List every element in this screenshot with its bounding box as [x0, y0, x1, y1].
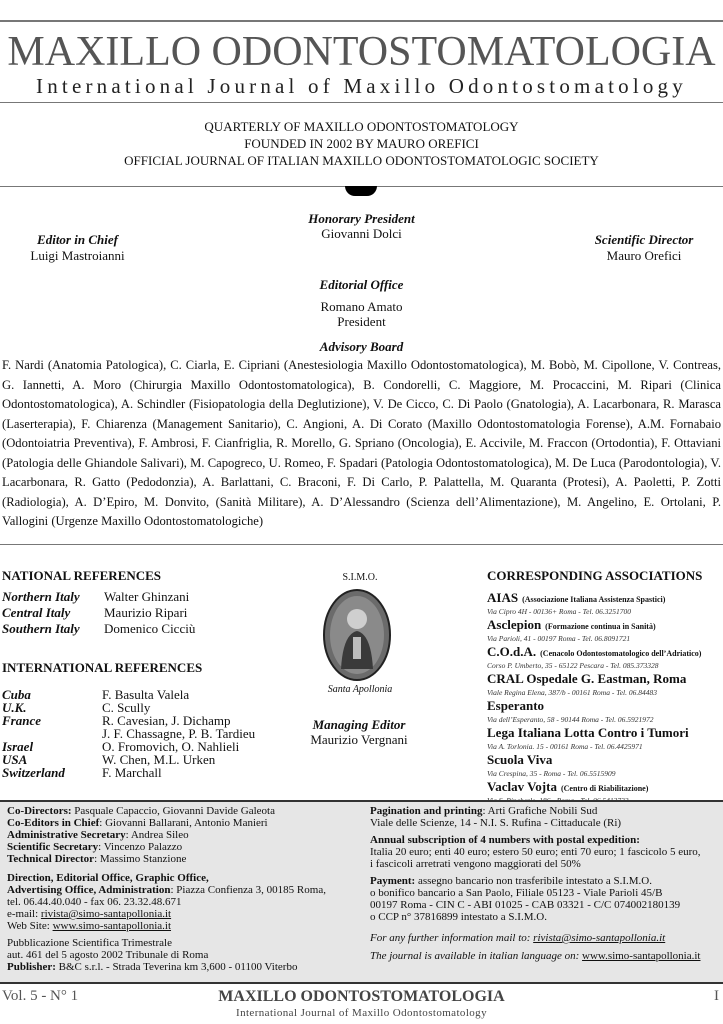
list-item: Israel O. Fromovich, O. Nahlieli [2, 739, 240, 754]
page-number: I [714, 988, 719, 1004]
international-references-heading: INTERNATIONAL REFERENCES [2, 660, 203, 675]
masthead-lines [0, 118, 723, 169]
santa-apollonia-medallion-icon [323, 589, 391, 686]
availability-line: The journal is available in italian language on: www.simo-santapollonia.it [370, 950, 701, 962]
email-link[interactable]: rivista@simo-santapollonia.it [40, 908, 172, 920]
associations-list [487, 589, 723, 805]
list-item: C.O.d.A. (Cenacolo Odontostomatologico dell’Adriatico) Corso P. Umberto, 35 - 65122 Pescara - Tel. 085.373328 [487, 644, 702, 670]
list-item: Central Italy Maurizio Ripari [2, 605, 188, 620]
honorary-president-name: Giovanni Dolci [321, 226, 402, 241]
list-item: Esperanto Via dell’Esperanto, 58 - 90144 Roma - Tel. 06.5921972 [487, 698, 654, 724]
payment-line-1: Payment: assegno bancario non trasferibile intestato a S.I.M.O. [370, 875, 652, 887]
office-website: Web Site: www.simo-santapollonia.it [7, 920, 172, 932]
subscription-prices: Italia 20 euro; enti 40 euro; estero 50 euro; enti 70 euro; 1 fascicolo 5 euro, [370, 846, 701, 858]
list-item: Northern Italy Walter Ghinzani [2, 589, 190, 604]
list-item: AIAS (Associazione Italiana Assistenza Spastici) Via Cipro 4H - 00136+ Roma - Tel. 06.3251700 [487, 590, 666, 616]
availability-website-link[interactable]: www.simo-santapollonia.it [582, 950, 701, 962]
list-item: J. F. Chassagne, P. B. Tardieu [102, 726, 256, 741]
scientific-secretary: Scientific Secretary: Vincenzo Palazzo [7, 841, 183, 853]
honorary-president-label: Honorary President [308, 211, 415, 226]
top-rule [0, 20, 723, 22]
footer-rule [0, 982, 723, 984]
editorial-office [0, 299, 723, 329]
co-directors: Co-Directors: Pasquale Capaccio, Giovanni Davide Galeota [7, 805, 275, 817]
website-link[interactable]: www.simo-santapollonia.it [52, 920, 172, 932]
payment-line-2: o bonifico bancario a San Paolo, Filiale 05123 - Viale Parioli 45/B [370, 887, 663, 899]
scientific-director-name: Mauro Orefici [606, 248, 682, 263]
journal-title: MAXILLO ODONTOSTOMATOLOGIA [7, 29, 716, 75]
editor-in-chief [0, 232, 155, 264]
list-item: Vaclav Vojta (Centro di Riabilitazione) [487, 779, 649, 794]
printing-address: Viale delle Scienze, 14 - N.I. S. Rufina - Cittaducale (Ri) [370, 817, 622, 829]
list-item: Switzerland F. Marchall [2, 765, 162, 780]
national-references-list [2, 589, 195, 637]
list-item: U.K. C. Scully [2, 700, 151, 715]
list-item: France R. Cavesian, J. Dichamp [2, 713, 231, 728]
footer-title: MAXILLO ODONTOSTOMATOLOGIA [218, 988, 505, 1005]
payment-line-3: 00197 Roma - CIN C - ABI 01025 - CAB 03321 - C/C 074002180139 [370, 899, 681, 911]
associations-heading: CORRESPONDING ASSOCIATIONS [487, 568, 703, 583]
list-item: USA W. Chen, M.L. Urken [2, 752, 216, 767]
volume-number: Vol. 5 - N° 1 [2, 988, 79, 1004]
national-references-heading: NATIONAL REFERENCES [2, 568, 162, 583]
scientific-director-label: Scientific Director [594, 232, 694, 247]
editor-in-chief-name: Luigi Mastroianni [30, 248, 125, 263]
masthead-line-3: OFFICIAL JOURNAL OF ITALIAN MAXILLO ODONTOSTOMATOLOGIC SOCIETY [124, 153, 599, 168]
editorial-office-name: Romano Amato [320, 299, 403, 314]
list-item: Lega Italiana Lotta Contro i Tumori Via A. Torlonia. 15 - 00161 Roma - Tel. 06.4425971 [487, 725, 689, 751]
medallion-caption: Santa Apollonia [327, 684, 393, 695]
advisory-board-text: F. Nardi (Anatomia Patologica), C. Ciarla, E. Cipriani (Anestesiologia Maxillo Odontostomatologica), M. Bobò, M. Cipollone, V. Contreas, G. Iannetti, A. Moro (Chirurgia Maxillo Odontostomatologica), B. Condorelli, C. Maggiore, M. Procaccini, M. Ripari (Clinica Odontostomatologica), A. Schindler (Fisiopatologia della Deglutizione), V. De Cicco, C. Di Paolo (Gnatologia), A. Lacarbonara, R. Marasca (Laserterapia), F. Chiarenza (Management Sanitario), C. Angioni, A. Di Corato (Maxillo Odontostomatologia Forense), A.M. Fornabaio (Odontoiatria Preventiva), F. Ambrosi, F. Cianfriglia, R. Morello, G. Spriano (Oncologia), E. Accivile, M. Fraccon (Ortodontia), F. Ottaviani (Patologia delle Ghiandole Salivari), M. Capogreco, U. Romeo, F. Spadari (Patologia Odontostomatologica), M. De Luca (Parodontologia), V. Lacarbonara, R. Gatto (Pedodonzia), A. Barlattani, C. Braconi, F. Di Carlo, P. Palattella, M. Quaranta (Protesi), A. Paoletti, P. Zotti (Radiologia), A. D’Epiro, M. Donvito, (Sanità Militare), A. D’Alessandro (Scienza dell’Alimentazione), M. Angelino, E. Ortolani, P. Vallogini (Urgenze Maxillo Odontostomatologiche) [2, 358, 721, 528]
list-item: CRAL Ospedale G. Eastman, Roma Viale Regina Elena, 387/b - 00161 Roma - Tel. 06.84483 [487, 671, 687, 697]
journal-subtitle: International Journal of Maxillo Odontostomatology [36, 74, 687, 98]
technical-director: Technical Director: Massimo Stanzione [7, 853, 187, 865]
co-editors: Co-Editors in Chief: Giovanni Ballarani, Antonio Manieri [7, 817, 268, 829]
list-item: Scuola Viva Via Crespina, 35 - Roma - Tel. 06.5515909 [487, 752, 616, 778]
list-item: Southern Italy Domenico Cicciù [2, 621, 196, 636]
subtitle-rule [0, 102, 723, 103]
footer-subtitle: International Journal of Maxillo Odontostomatology [236, 1007, 487, 1019]
list-item: Cuba F. Basulta Valela [2, 687, 190, 702]
publication-type: Pubblicazione Scientifica Trimestrale [7, 937, 172, 949]
masthead-line-1: QUARTERLY OF MAXILLO ODONTOSTOMATOLOGY [204, 119, 519, 134]
pagination-printing: Pagination and printing: Arti Grafiche Nobili Sud [370, 805, 598, 817]
publisher: Publisher: B&C s.r.l. - Strada Teverina km 3,600 - 01100 Viterbo [7, 961, 298, 973]
editorial-office-label: Editorial Office [319, 277, 404, 292]
simo-label: S.I.M.O. [342, 572, 378, 583]
publication-authorization: aut. 461 del 5 agosto 2002 Tribunale di Roma [7, 949, 209, 961]
office-address: Advertising Office, Administration: Piazza Confienza 3, 00185 Roma, [7, 884, 326, 896]
managing-editor-label: Managing Editor [312, 717, 406, 732]
international-references-list [2, 688, 255, 779]
editor-in-chief-label: Editor in Chief [37, 232, 118, 247]
office-phone: tel. 06.44.40.040 - fax 06. 23.32.48.671 [7, 896, 182, 908]
footer-left-column [7, 805, 357, 973]
managing-editor-name: Maurizio Vergnani [310, 732, 408, 747]
masthead-line-2: FOUNDED IN 2002 BY MAURO OREFICI [244, 136, 479, 151]
info-email-link[interactable]: rivista@simo-santapollonia.it [533, 932, 666, 944]
advisory-rule [0, 544, 723, 545]
payment-line-4: o CCP n° 37816899 intestato a S.I.M.O. [370, 911, 547, 923]
subscription-note: i fascicoli arretrati vengono maggiorati del 50% [370, 858, 581, 870]
office-label: Direction, Editorial Office, Graphic Office, [7, 872, 209, 884]
ornament-icon [345, 186, 377, 196]
list-item: Asclepion (Formazione continua in Sanità) Via Parioli, 41 - 00197 Roma - Tel. 06.8091721 [487, 617, 656, 643]
footer-right-column [370, 805, 720, 962]
administrative-secretary: Administrative Secretary: Andrea Sileo [7, 829, 189, 841]
advisory-board-label: Advisory Board [319, 339, 404, 354]
info-line: For any further information mail to: rivista@simo-santapollonia.it [370, 932, 666, 944]
editorial-office-role: President [337, 314, 386, 329]
scientific-director [565, 232, 723, 264]
publication-info-box [0, 800, 723, 984]
subscription-label: Annual subscription of 4 numbers with postal expedition: [370, 834, 640, 846]
office-email: e-mail: rivista@simo-santapollonia.it [7, 908, 172, 920]
